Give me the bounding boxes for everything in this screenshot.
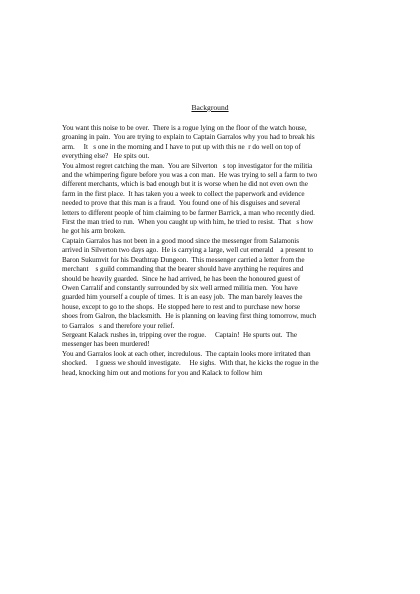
text-line: everything else? He spits out. — [62, 152, 150, 161]
text-line: and the whimpering figure before you was a con man. He was trying to sell a farm to two — [62, 171, 318, 180]
text-line: needed to prove that this man is a fraud. You found one of his disguises and several — [62, 199, 301, 208]
text-line: merchant s guild commanding that the bearer should have anything he requires and — [62, 265, 304, 274]
document-title: Background — [191, 103, 229, 112]
text-line: house, except to go to the shops. He stopped here to rest and to purchase new horse — [62, 302, 301, 311]
text-line: guarded him yourself a couple of times. It is an easy job. The man barely leaves the — [62, 293, 303, 302]
text-line: Captain Garralos has not been in a good mood since the messenger from Salamonis — [62, 236, 299, 245]
text-line: different merchants, which is bad enough but it is worse when he did not even own the — [62, 180, 308, 189]
text-line: shoes from Galron, the blacksmith. He is planning on leaving first thing tomorrow, much — [62, 312, 317, 321]
text-line: head, knocking him out and motions for you and Kalack to follow him — [62, 368, 263, 377]
text-line: farm in the first place. It has taken you a week to collect the paperwork and evidence — [62, 189, 305, 198]
text-line: You almost regret catching the man. You are Silverton s top investigator for the militia — [62, 161, 313, 170]
text-line: messenger has been murdered! — [62, 340, 150, 349]
text-line: groaning in pain. You are trying to explain to Captain Garralos why you had to break his — [62, 133, 315, 142]
document-body — [62, 124, 366, 378]
text-line: arm. It s one in the morning and I have to put up with this ne r do well on top of — [62, 142, 301, 151]
text-line: arrived in Silverton two days ago. He is carrying a large, well cut emerald a present to — [62, 246, 314, 255]
text-line: You and Garralos look at each other, incredulous. The captain looks more irritated than — [62, 349, 311, 358]
text-line: You want this noise to be over. There is a rogue lying on the floor of the watch house, — [62, 124, 307, 132]
text-line: First the man tried to run. When you caught up with him, he tried to resist. That s how — [62, 218, 314, 227]
text-line: Baron Sukumvit for his Deathtrap Dungeon. This messenger carried a letter from the — [62, 255, 305, 264]
text-line: to Garralos s and therefore your relief. — [62, 321, 175, 330]
text-line: shocked. I guess we should investigate. He sighs. With that, he kicks the rogue in the — [62, 359, 319, 368]
text-line: he got his arm broken. — [62, 227, 126, 236]
text-line: Owen Carralif and constantly surrounded by six well armed militia men. You have — [62, 283, 298, 292]
text-line: letters to different people of him claiming to be farmer Barrick, a man who recently died. — [62, 208, 315, 217]
text-line: should be heavily guarded. Since he had arrived, he has been the honoured guest of — [62, 274, 301, 283]
text-line: Sergeant Kalack rushes in, tripping over the rogue. Captain! He spurts out. The — [62, 330, 298, 339]
